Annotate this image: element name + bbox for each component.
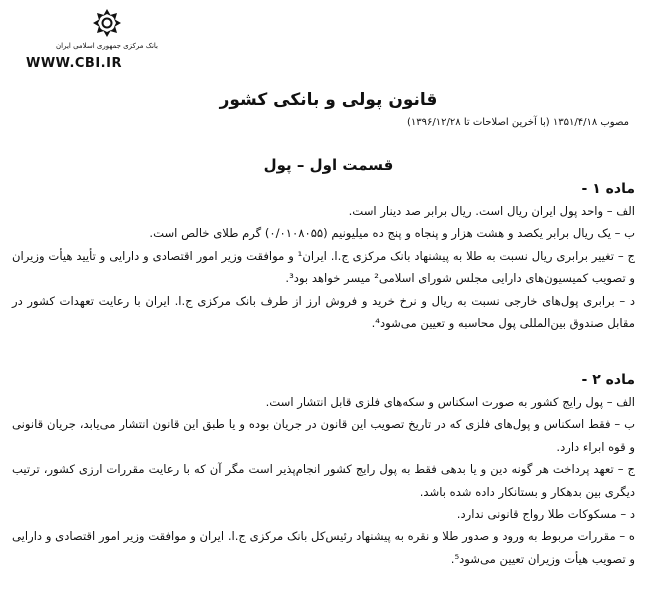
- cbi-emblem-icon: [90, 6, 124, 40]
- document-title: قانون پولی و بانکی کشور: [219, 90, 438, 110]
- article-2: [12, 372, 635, 570]
- part-title: قسمت اول – پول: [263, 156, 394, 174]
- website-link[interactable]: WWW.CBI.IR: [26, 56, 122, 71]
- approval-date: مصوب ۱۳۵۱/۴/۱۸ (با آخرین اصلاحات تا ۱۳۹۶/۱۲/۲۸): [407, 117, 629, 128]
- article-paragraph: ب – فقط اسکناس و پول‌های فلزی که در تاریخ تصویب این قانون در جریان بوده و یا طبق این قانون انتشار می‌یابد، جریان قانونی و قوه ابراء دارد.: [12, 417, 635, 454]
- cbi-logo: [52, 6, 162, 50]
- article-paragraph: الف – پول رایج کشور به صورت اسکناس و سکه‌های فلزی قابل انتشار است.: [265, 395, 635, 409]
- article-paragraph: ج – تعهد پرداخت هر گونه دین و یا بدهی فقط به پول رایج کشور انجام‌پذیر است مگر آن که با رعایت مقررات ارزی کشور، ترتیب دیگری بین بدهکار و بستانکار داده شده باشد.: [12, 462, 635, 499]
- article-paragraph: ه – مقررات مربوط به ورود و صدور طلا و نقره به پیشنهاد رئیس‌کل بانک مرکزی ج.ا. ایران و موافقت وزیر امور اقتصادی و دارایی و تصویب هیأت وزیران تعیین می‌شود⁵.: [12, 529, 635, 566]
- logo-caption: بانک مرکزی جمهوری اسلامی ایران: [56, 42, 158, 50]
- article-heading: ماده ۱ -: [581, 181, 635, 197]
- article-paragraph: د – برابری پول‌های خارجی نسبت به ریال و نرخ خرید و فروش ارز از طرف بانک مرکزی ج.ا. ایران با رعایت تعهدات کشور در مقابل صندوق بین‌المللی پول محاسبه و تعیین می‌شود⁴.: [12, 293, 635, 331]
- article-paragraph: ج – تغییر برابری ریال نسبت به طلا به پیشنهاد بانک مرکزی ج.ا. ایران¹ و موافقت وزیر امور اقتصادی و دارایی و تأیید هیأت وزیران و تصویب کمیسیون‌های دارایی مجلس شورای اسلامی² میسر خواهد بود³.: [12, 248, 635, 286]
- article-1: [12, 181, 635, 334]
- article-paragraph: د – مسکوکات طلا رواج قانونی ندارد.: [456, 507, 635, 522]
- article-paragraph: الف – واحد پول ایران ریال است. ریال برابر صد دینار است.: [348, 204, 635, 218]
- article-paragraph: ب – یک ریال برابر یکصد و هشت هزار و پنجاه و پنج ده میلیونیم (۰/۰۱۰۸۰۵۵) گرم طلای خالص است.: [149, 226, 635, 241]
- article-heading: ماده ۲ -: [581, 372, 635, 388]
